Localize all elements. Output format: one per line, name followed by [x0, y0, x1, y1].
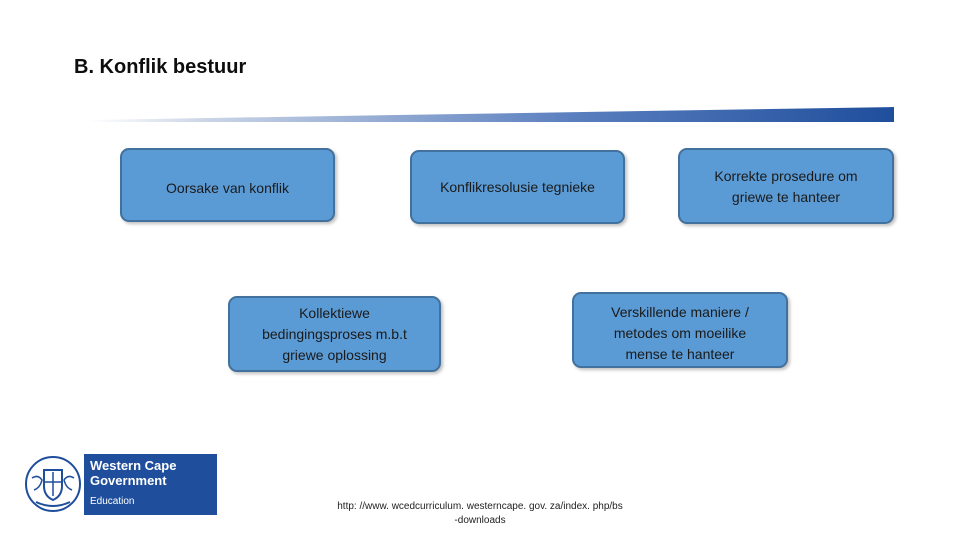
western-cape-government-logo — [22, 454, 217, 515]
logo-name: Western Cape Government — [90, 458, 177, 488]
box-verskillende-maniere: Verskillende maniere / metodes om moeilike mense te hanteer — [572, 292, 788, 368]
box-kollektiewe-bedingingsproses: Kollektiewe bedingingsproses m.b.t griewe oplossing — [228, 296, 441, 372]
box-korrekte-prosedure: Korrekte prosedure om griewe te hanteer — [678, 148, 894, 224]
box-konflikresolusie-tegnieke: Konflikresolusie tegnieke — [410, 150, 625, 224]
box-oorsake-van-konflik: Oorsake van konflik — [120, 148, 335, 222]
slide-title: B. Konflik bestuur — [74, 56, 247, 78]
logo-department: Education — [90, 496, 135, 507]
coat-of-arms-icon — [22, 454, 84, 515]
source-url: http: //www. wcedcurriculum. westerncape. gov. za/index. php/bs -downloads — [337, 501, 623, 526]
logo-text-panel — [84, 454, 217, 515]
